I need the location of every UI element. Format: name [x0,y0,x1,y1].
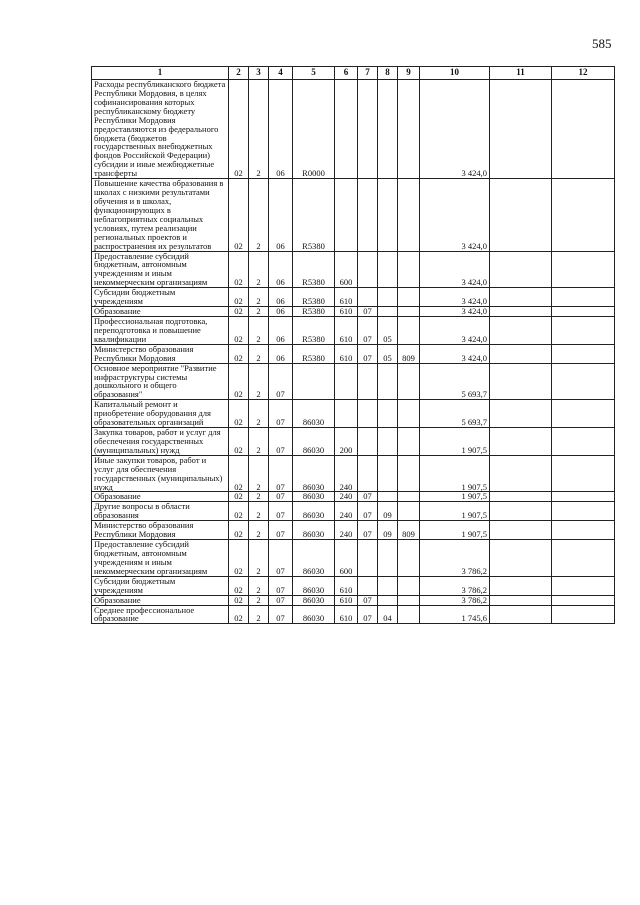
code-cell [398,316,420,344]
code-cell: 07 [269,400,293,428]
amount-cell: 3 786,2 [420,540,490,577]
amount-cell: 1 907,5 [420,492,490,502]
row-name-cell: Другие вопросы в области образования [92,502,229,521]
code-cell: R5380 [293,344,335,363]
code-cell [335,363,358,400]
row-name-cell: Повышение качества образования в школах с низкими результатами обучения и в школах, функционирующих в неблагоприятных социальных условиях, путем реализации региональных проектов и распространения их результатов [92,179,229,251]
code-cell: 2 [249,502,269,521]
code-cell: 2 [249,428,269,456]
code-cell: 07 [269,363,293,400]
code-cell [398,251,420,288]
empty-amount-cell [552,576,615,595]
code-cell: 02 [229,455,249,492]
code-cell [358,540,378,577]
code-cell: 240 [335,502,358,521]
code-cell [378,540,398,577]
code-cell [358,179,378,251]
column-header: 4 [269,67,293,80]
table-row [92,307,615,317]
empty-amount-cell [490,307,552,317]
code-cell: 86030 [293,502,335,521]
code-cell: 07 [358,492,378,502]
row-name-cell: Капитальный ремонт и приобретение оборудования для образовательных организаций [92,400,229,428]
empty-amount-cell [490,595,552,605]
code-cell: R5380 [293,179,335,251]
row-name-cell: Расходы республиканского бюджета Республики Мордовия, в целях софинансирования которых республиканскому бюджету Республики Мордовия предоставляются из федерального бюджета (бюджетов государственных внебюджетных фондов Российской Федерации) субсидии и иные межбюджетные трансферты [92,80,229,179]
row-name-cell: Основное мероприятие "Развитие инфраструктуры системы дошкольного и общего образования" [92,363,229,400]
code-cell: 2 [249,521,269,540]
row-name-cell: Предоставление субсидий бюджетным, автономным учреждениям и иным некоммерческим организациям [92,251,229,288]
row-name-cell: Министерство образования Республики Мордовия [92,521,229,540]
code-cell [358,400,378,428]
column-header: 5 [293,67,335,80]
amount-cell: 5 693,7 [420,400,490,428]
code-cell: 02 [229,307,249,317]
column-header: 11 [490,67,552,80]
code-cell: 86030 [293,595,335,605]
code-cell [378,179,398,251]
code-cell: 86030 [293,576,335,595]
table-row [92,502,615,521]
code-cell [378,595,398,605]
code-cell: 610 [335,307,358,317]
code-cell: 600 [335,251,358,288]
code-cell: 200 [335,428,358,456]
amount-cell: 1 745,6 [420,605,490,624]
code-cell: 07 [269,428,293,456]
code-cell: 02 [229,288,249,307]
table-row [92,492,615,502]
code-cell: 07 [358,595,378,605]
code-cell: 02 [229,316,249,344]
code-cell [335,80,358,179]
code-cell: 2 [249,540,269,577]
table-row [92,363,615,400]
amount-cell: 3 424,0 [420,179,490,251]
amount-cell: 3 786,2 [420,576,490,595]
amount-cell: 1 907,5 [420,428,490,456]
table-row [92,400,615,428]
code-cell: 86030 [293,400,335,428]
code-cell [398,428,420,456]
code-cell: 06 [269,179,293,251]
code-cell [358,80,378,179]
code-cell: 610 [335,595,358,605]
code-cell [378,288,398,307]
code-cell: 07 [269,492,293,502]
column-header: 1 [92,67,229,80]
code-cell: 2 [249,344,269,363]
code-cell [398,576,420,595]
code-cell: 02 [229,521,249,540]
code-cell: 02 [229,540,249,577]
code-cell [358,363,378,400]
empty-amount-cell [552,80,615,179]
row-name-cell: Образование [92,307,229,317]
table-row [92,455,615,492]
code-cell: 02 [229,363,249,400]
code-cell: 02 [229,595,249,605]
code-cell: 610 [335,344,358,363]
code-cell [335,400,358,428]
code-cell: 07 [269,502,293,521]
empty-amount-cell [490,502,552,521]
code-cell: 07 [269,455,293,492]
code-cell: 86030 [293,492,335,502]
code-cell: 610 [335,576,358,595]
code-cell [398,307,420,317]
table-row [92,595,615,605]
row-name-cell: Профессиональная подготовка, переподготовка и повышение квалификации [92,316,229,344]
empty-amount-cell [490,428,552,456]
column-header: 2 [229,67,249,80]
table-row [92,316,615,344]
table-row [92,344,615,363]
row-name-cell: Образование [92,595,229,605]
table-header-row [92,67,615,80]
code-cell: 07 [269,521,293,540]
empty-amount-cell [490,576,552,595]
code-cell: 07 [358,307,378,317]
code-cell: 86030 [293,521,335,540]
code-cell: 05 [378,316,398,344]
empty-amount-cell [552,455,615,492]
code-cell: 86030 [293,428,335,456]
code-cell: 07 [358,316,378,344]
code-cell: 2 [249,288,269,307]
code-cell: 02 [229,400,249,428]
code-cell: 2 [249,400,269,428]
code-cell: 07 [358,521,378,540]
table-row [92,288,615,307]
code-cell: 86030 [293,540,335,577]
amount-cell: 3 424,0 [420,344,490,363]
code-cell [398,80,420,179]
table-row [92,521,615,540]
code-cell: 04 [378,605,398,624]
amount-cell: 1 907,5 [420,502,490,521]
column-header: 10 [420,67,490,80]
code-cell [358,251,378,288]
code-cell [358,428,378,456]
budget-table [91,66,615,624]
column-header: 7 [358,67,378,80]
code-cell: 809 [398,521,420,540]
code-cell: 240 [335,492,358,502]
empty-amount-cell [490,251,552,288]
code-cell: 2 [249,576,269,595]
code-cell [378,307,398,317]
code-cell [358,288,378,307]
table-row [92,251,615,288]
code-cell: 06 [269,288,293,307]
code-cell: 2 [249,363,269,400]
code-cell: 2 [249,316,269,344]
row-name-cell: Предоставление субсидий бюджетным, автономным учреждениям и иным некоммерческим организациям [92,540,229,577]
code-cell: 06 [269,316,293,344]
empty-amount-cell [552,251,615,288]
code-cell: 02 [229,502,249,521]
column-header: 12 [552,67,615,80]
code-cell: 09 [378,502,398,521]
code-cell: R5380 [293,307,335,317]
code-cell: 09 [378,521,398,540]
empty-amount-cell [552,595,615,605]
empty-amount-cell [552,288,615,307]
table-row [92,540,615,577]
table-row [92,179,615,251]
empty-amount-cell [552,521,615,540]
page-number: 585 [592,36,612,51]
code-cell [398,605,420,624]
code-cell: R5380 [293,316,335,344]
code-cell: 07 [358,502,378,521]
code-cell: 2 [249,595,269,605]
empty-amount-cell [552,540,615,577]
code-cell: 809 [398,344,420,363]
code-cell [358,455,378,492]
code-cell: 86030 [293,455,335,492]
code-cell: 02 [229,605,249,624]
row-name-cell: Субсидии бюджетным учреждениям [92,576,229,595]
code-cell: 06 [269,251,293,288]
code-cell [398,540,420,577]
empty-amount-cell [490,540,552,577]
code-cell [398,455,420,492]
amount-cell: 3 424,0 [420,288,490,307]
code-cell [398,492,420,502]
empty-amount-cell [552,363,615,400]
code-cell [398,502,420,521]
code-cell: R5380 [293,251,335,288]
code-cell: 06 [269,344,293,363]
code-cell: 2 [249,80,269,179]
empty-amount-cell [490,179,552,251]
row-name-cell: Субсидии бюджетным учреждениям [92,288,229,307]
empty-amount-cell [552,428,615,456]
code-cell: 02 [229,179,249,251]
table-row [92,428,615,456]
code-cell: 07 [358,605,378,624]
amount-cell: 3 424,0 [420,316,490,344]
row-name-cell: Образование [92,492,229,502]
empty-amount-cell [490,521,552,540]
empty-amount-cell [552,307,615,317]
amount-cell: 1 907,5 [420,455,490,492]
column-header: 9 [398,67,420,80]
code-cell: 06 [269,80,293,179]
table-row [92,605,615,624]
code-cell: 07 [269,576,293,595]
code-cell: 86030 [293,605,335,624]
column-header: 8 [378,67,398,80]
code-cell: 06 [269,307,293,317]
empty-amount-cell [552,344,615,363]
code-cell [378,428,398,456]
empty-amount-cell [490,316,552,344]
code-cell [398,179,420,251]
code-cell: 07 [269,605,293,624]
code-cell: 2 [249,492,269,502]
code-cell: 610 [335,316,358,344]
code-cell: 610 [335,605,358,624]
empty-amount-cell [490,400,552,428]
code-cell: 02 [229,492,249,502]
code-cell: 02 [229,576,249,595]
code-cell: 2 [249,605,269,624]
empty-amount-cell [552,605,615,624]
code-cell [378,363,398,400]
amount-cell: 1 907,5 [420,521,490,540]
code-cell: 05 [378,344,398,363]
amount-cell: 5 693,7 [420,363,490,400]
code-cell: 02 [229,344,249,363]
code-cell: 07 [269,540,293,577]
column-header: 6 [335,67,358,80]
table-body [92,80,615,624]
empty-amount-cell [552,502,615,521]
code-cell [293,363,335,400]
code-cell [398,595,420,605]
code-cell: 240 [335,455,358,492]
empty-amount-cell [490,605,552,624]
table-row [92,80,615,179]
row-name-cell: Иные закупки товаров, работ и услуг для обеспечения государственных (муниципальных) нужд [92,455,229,492]
code-cell: 02 [229,251,249,288]
table-row [92,576,615,595]
empty-amount-cell [552,400,615,428]
empty-amount-cell [490,80,552,179]
code-cell [378,80,398,179]
empty-amount-cell [552,316,615,344]
row-name-cell: Закупка товаров, работ и услуг для обеспечения государственных (муниципальных) нужд [92,428,229,456]
code-cell: 07 [269,595,293,605]
code-cell: R0000 [293,80,335,179]
empty-amount-cell [490,492,552,502]
code-cell [398,363,420,400]
amount-cell: 3 786,2 [420,595,490,605]
code-cell: 02 [229,80,249,179]
code-cell [398,400,420,428]
empty-amount-cell [552,179,615,251]
amount-cell: 3 424,0 [420,307,490,317]
code-cell [335,179,358,251]
code-cell: 2 [249,179,269,251]
amount-cell: 3 424,0 [420,251,490,288]
code-cell: 2 [249,307,269,317]
empty-amount-cell [490,344,552,363]
code-cell: 07 [358,344,378,363]
code-cell: R5380 [293,288,335,307]
code-cell [378,576,398,595]
code-cell: 610 [335,288,358,307]
code-cell [398,288,420,307]
empty-amount-cell [490,363,552,400]
column-header: 3 [249,67,269,80]
code-cell: 2 [249,455,269,492]
code-cell: 2 [249,251,269,288]
code-cell [378,400,398,428]
code-cell [378,455,398,492]
code-cell: 600 [335,540,358,577]
code-cell: 240 [335,521,358,540]
amount-cell: 3 424,0 [420,80,490,179]
code-cell [358,576,378,595]
code-cell [378,251,398,288]
empty-amount-cell [552,492,615,502]
code-cell: 02 [229,428,249,456]
row-name-cell: Среднее профессиональное образование [92,605,229,624]
empty-amount-cell [490,455,552,492]
row-name-cell: Министерство образования Республики Мордовия [92,344,229,363]
empty-amount-cell [490,288,552,307]
code-cell [378,492,398,502]
